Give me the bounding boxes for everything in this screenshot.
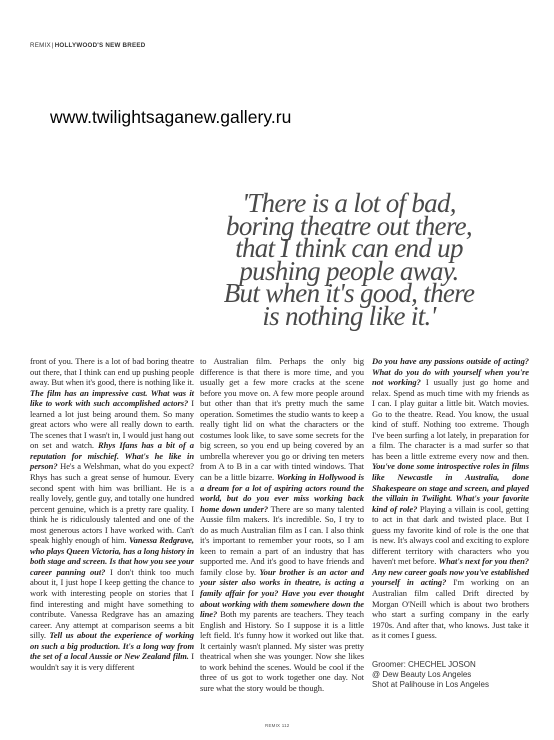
interview-question: You've done some introspective roles in films like Newcastle in Australia, done Shakespeare on stage and screen, and played the villain in Twilight. What's your favorite kind of role? [372,461,529,514]
interview-answer: Playing a villain is cool, getting to act in that dark and twisted place. But I guess my favorite kind of role is the one that is new. It's always cool and exciting to explore different territory with characters who you haven't met before. [372,503,529,567]
pull-quote: 'There is a lot of bad, boring theatre out there, that I think can end up pushing people away. But when it's good, there is nothing like it.' [223,188,475,331]
article-column-3 [372,356,529,641]
interview-answer: Both my parents are teachers. They teach English and History. So I suppose it is a little left field. It's funny how it worked out like that. It certainly wasn't planned. My sister was pretty theatrical when she was younger. Now she likes to work behind the scenes. Would be cool if the three of us got to work together one day. Not sure what the story would be though. [200,609,364,693]
credit-groomer: Groomer: CHECHEL JOSON [372,660,476,669]
interview-answer: I wouldn't say it is very different [30,651,194,672]
section-name: REMIX [30,42,51,49]
interview-question: Do you have any passions outside of acting? What do you do with yourself when you're not working? [372,356,529,388]
interview-answer: I usually just go home and relax. Spend as much time with my friends as I can. I play guitar a little bit. Watch movies. Go to the theatre. Read. You know, the usual kind of stuff. Nothing too extreme. Though I've been surfing a lot lately, in preparation for a film. The character is a mad surfer so that has been a little extreme every now and then. [372,377,529,461]
credit-agency: @ Dew Beauty Los Angeles [372,670,472,679]
interview-question: Your brother is an actor and your sister also works in theatre, is acting a family affair for you? Have you ever thought about working with them somewhere down the line? [200,566,365,620]
credit-location: Shot at Palihouse in Los Angeles [372,680,489,689]
watermark-url: www.twilightsaganew.gallery.ru [50,107,292,127]
interview-answer: He's a Welshman, what do you expect? Rhys has such a great sense of humour. Every second spent with him was brilliant. He is a really lovely, gentle guy, and totally one hundred percent genuine, which is a pretty rare quality. I think he is ridiculously talented and one of the most generous actors I have worked with. Can't speak highly enough of him. [30,461,195,546]
section-header [30,42,145,49]
interview-answer: front of you. There is a lot of bad boring theatre out there, that I think can end up pushing people away. But when it's good, there is nothing like it. [30,356,194,388]
interview-answer: I learned a lot just being around them. So many great actors who were all really down to earth. The scenes that I wasn't in, I would just hang out on set and watch. [30,398,195,451]
article-column-2 [200,356,364,694]
interview-question: The film has an impressive cast. What was it like to work with such accomplished actors? [30,387,194,409]
page-number: REMIX 112 [265,723,290,728]
interview-answer: to Australian film. Perhaps the only big difference is that there is more time, and you usually get a few more cracks at the scene before you move on. A few more people around but other than that it's pretty much the same operation. Sometimes the studio wants to keep a really tight lid on what the characters or the costumes look like, to save some secrets for the big screen, so you end up being covered by an umbrella wherever you go or driving ten meters from A to B in a car with tinted windows. That can be a little bizarre. [200,356,364,483]
section-title: HOLLYWOOD'S NEW BREED [54,42,146,49]
interview-question: Rhys Ifans has a bit of a reputation for mischief. What's he like in person? [30,440,194,472]
article-column-1 [30,356,194,672]
interview-question: Tell us about the experience of working on such a big production. It's a long way from the set of a local Aussie or New Zealand film. [30,630,195,662]
interview-question: Vanessa Redgrave, who plays Queen Victoria, has a long history in both stage and screen. Is that how you see your career panning out? [30,535,194,577]
header-separator: | [51,42,54,49]
interview-question: Working in Hollywood is a dream for a lot of aspiring actors round the world, but do you ever miss working back home down under? [200,472,364,514]
interview-answer: I'm working on an Australian film called Drift directed by Morgan O'Neill which is about two brothers who start a surfing company in the early 1970s. And after that, who knows. Just take it as it comes I guess. [372,577,530,641]
interview-answer: I don't think too much about it, I just hope I keep getting the chance to work with interesting people on stories that I find interesting and might have something to contribute. Vanessa Redgrave has an amazing career. Any attempt at comparison seems a bit silly. [30,566,195,641]
interview-question: What's next for you then? Any new career goals now you've established yourself in acting? [372,556,530,588]
interview-answer: There are so many talented Aussie film makers. It's incredible. So, I try to do as much Australian film as I can. I also think it's important to remember your roots, so I am keen to remain a part of an industry that has supported me. And it's good to have friends and family close by. [200,503,364,577]
photo-credits [372,660,532,690]
